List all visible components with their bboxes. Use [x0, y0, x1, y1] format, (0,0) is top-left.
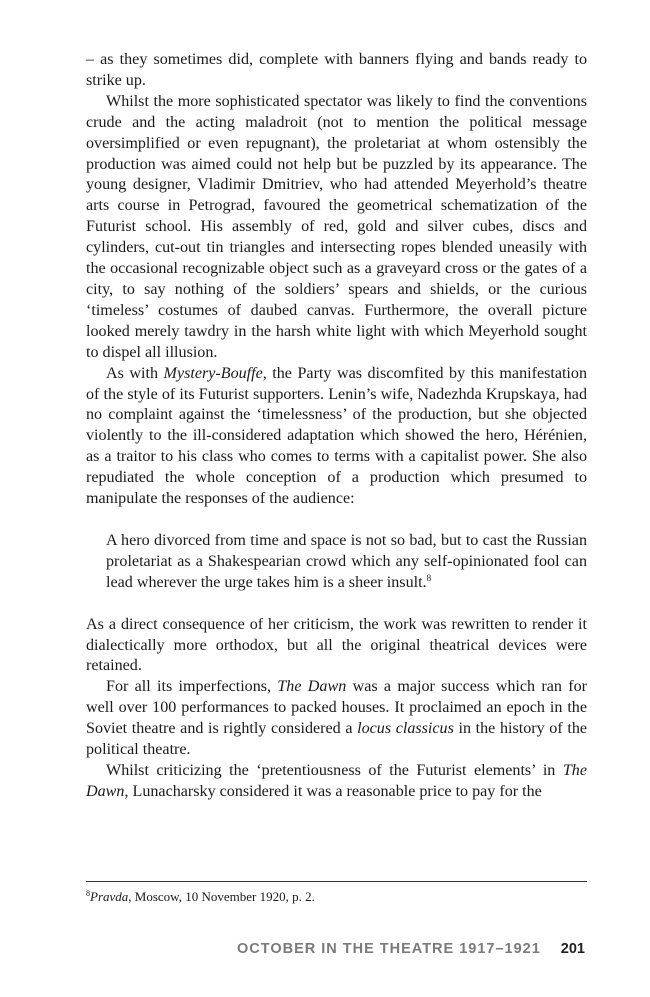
footnote-reference: 8	[426, 572, 432, 583]
paragraph: As a direct consequence of her criticism, the work was rewritten to render it dialectically more orthodox, but all the original theatrical devices were retained.	[86, 615, 587, 675]
running-footer	[237, 939, 585, 959]
paragraph: Whilst the more sophisticated spectator was likely to find the conventions crude and the acting maladroit (not to mention the political message oversimplified or even repugnant), the proletariat at whom ostensibly the production was aimed could not help but be puzzled by its appearance. The young designer, Vladimir Dmitriev, who had attended Meyerhold’s theatre arts course in Petrograd, favoured the geometrical schematization of the Futurist school. His assembly of red, gold and silver cubes, discs and cylinders, cut-out tin triangles and intersecting ropes blended uneasily with the occasional recognizable object such as a graveyard cross or the gates of a city, to say nothing of the soldiers’ spears and shields, or the curious ‘timeless’ costumes of daubed canvas. Furthermore, the overall picture looked merely tawdry in the harsh white light with which Meyerhold sought to dispel all illusion.	[86, 92, 587, 361]
footnote-marker: 8	[86, 889, 90, 898]
body-text	[86, 50, 587, 803]
footnote-divider	[86, 881, 587, 882]
latin-phrase: locus classicus	[357, 720, 454, 738]
paragraph: Whilst criticizing the ‘pretentiousness of the Futurist elements’ in The Dawn, Lunacharsky considered it was a reasonable price to pay for the	[86, 762, 587, 800]
paragraph: As with Mystery-Bouffe, the Party was discomfited by this manifestation of the style of its Futurist supporters. Lenin’s wife, Nadezhda Krupskaya, had no complaint against the ‘timelessness’ of the production, but she objected violently to the ill-considered adaptation which showed the hero, Hérénien, as a traitor to his class who comes to terms with a capitalist power. She also repudiated the whole conception of a production which presumed to manipulate the responses of the audience:	[86, 364, 587, 508]
paragraph: – as they sometimes did, complete with banners flying and bands ready to strike up.	[86, 51, 587, 89]
paragraph: For all its imperfections, The Dawn was a major success which ran for well over 100 performances to packed houses. It proclaimed an epoch in the Soviet theatre and is rightly considered a locus classicus in the history of the political theatre.	[86, 678, 588, 759]
work-title: The Dawn	[86, 762, 587, 800]
work-title: The Dawn	[277, 678, 347, 696]
block-quote: A hero divorced from time and space is not so bad, but to cast the Russian proletariat as a Shakespearian crowd which any self-opinionated fool can lead wherever the urge takes him is a sheer insult.$^8$	[106, 531, 587, 591]
page-number: 201	[560, 941, 585, 957]
work-title: Mystery-Bouffe	[163, 364, 263, 382]
footnote: $^8$Pravda, Moscow, 10 November 1920, p. 2.	[86, 889, 315, 904]
running-title: OCTOBER IN THE THEATRE 1917–1921	[236, 941, 541, 957]
footnote-source: Pravda	[90, 889, 129, 904]
